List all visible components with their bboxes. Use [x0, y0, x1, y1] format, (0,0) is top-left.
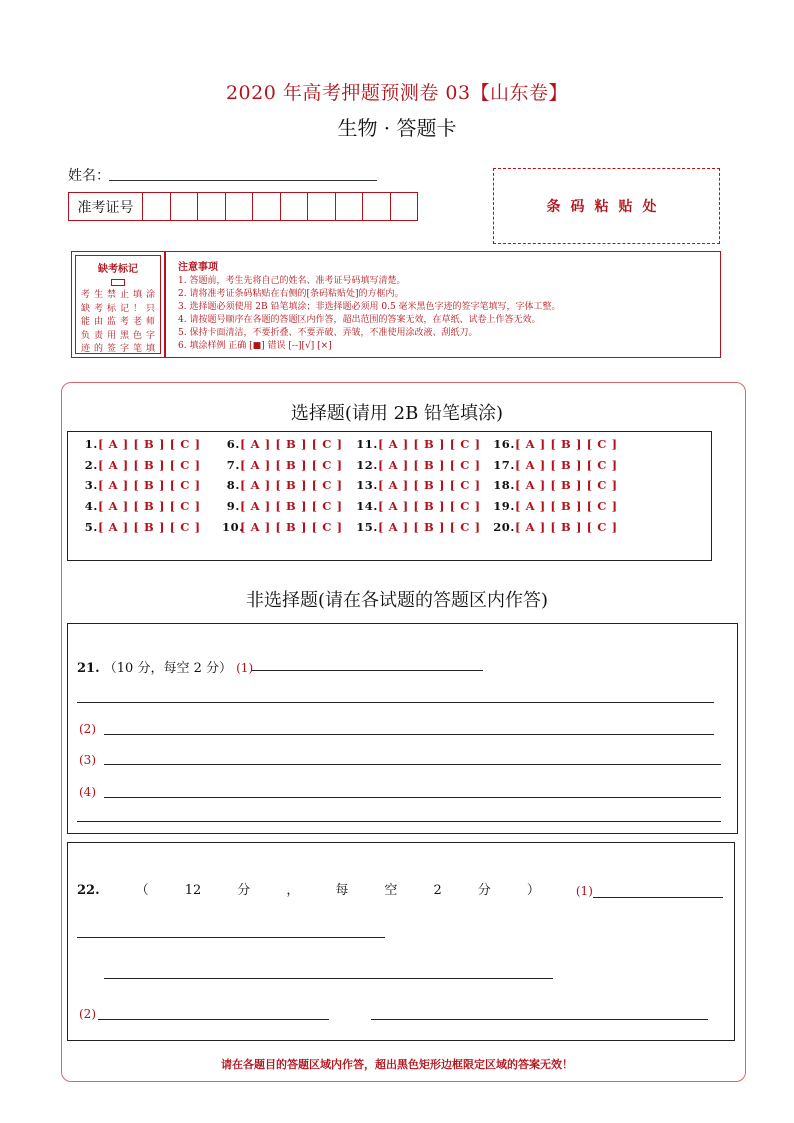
answer-line[interactable] [77, 937, 385, 938]
q22-number: 22. [77, 883, 100, 898]
q21-answer-box [67, 623, 738, 834]
q21-blank-4-line[interactable] [104, 797, 721, 798]
q22-info-token: 空 [384, 883, 398, 898]
page-title: 2020 年高考押题预测卷 03【山东卷】 [225, 82, 569, 104]
q21-blank-1-line[interactable] [252, 670, 483, 671]
mc-item[interactable]: 19.[ A ] [ B ] [ C ] [493, 499, 618, 514]
mc-item[interactable]: 9.[ A ] [ B ] [ C ] [226, 499, 343, 514]
exam-id-cell[interactable] [226, 193, 254, 220]
mc-column [493, 437, 618, 540]
notes-title: 注意事项 [178, 262, 218, 273]
notes-item: 4. 请按题号顺序在各题的答题区内作答，超出范围的答案无效，在草纸、试卷上作答无效。 [178, 315, 541, 325]
name-label: 姓名： [68, 168, 110, 184]
q22-blank-label: (1) [575, 884, 593, 898]
q22-blank-2-line[interactable] [98, 1019, 329, 1020]
exam-id-cell[interactable] [308, 193, 336, 220]
q22-info-token: 12 [184, 883, 202, 898]
q22-info-token: （ [135, 883, 149, 898]
q21-blank-label: (1) [236, 661, 254, 675]
mc-item[interactable]: 4.[ A ] [ B ] [ C ] [84, 499, 201, 514]
q22-blank-1 [576, 884, 723, 898]
mc-item[interactable]: 15.[ A ] [ B ] [ C ] [356, 519, 481, 534]
mc-item[interactable]: 12.[ A ] [ B ] [ C ] [356, 457, 481, 472]
mc-item[interactable]: 16.[ A ] [ B ] [ C ] [493, 437, 618, 451]
notes-item: 3. 选择题必须使用 2B 铅笔填涂；非选择题必须用 0.5 毫米黑色字迹的签字笔填写，字体工整。 [178, 302, 561, 312]
answer-line[interactable] [77, 702, 714, 703]
exam-id-cell[interactable] [363, 193, 391, 220]
exam-id-cell[interactable] [281, 193, 309, 220]
mc-item[interactable]: 10.[ A ] [ B ] [ C ] [222, 519, 343, 534]
answer-line[interactable] [371, 1019, 708, 1020]
mc-item[interactable]: 18.[ A ] [ B ] [ C ] [493, 478, 618, 493]
q22-header [77, 879, 723, 898]
exam-id-grid [68, 192, 418, 221]
absence-mark-panel [71, 251, 165, 358]
q21-blank-3-line[interactable] [104, 764, 721, 765]
mc-section-title: 选择题(请用 2B 铅笔填涂) [290, 403, 504, 424]
mc-column [356, 437, 481, 540]
mc-item[interactable]: 14.[ A ] [ B ] [ C ] [356, 499, 481, 514]
fr-section-title: 非选择题(请在各试题的答题区内作答) [245, 590, 549, 611]
q22-info-token: 分 [477, 883, 491, 898]
notes-item: 2. 请将准考证条码粘贴在右侧的[条码粘贴处]的方框内。 [178, 289, 404, 299]
exam-id-cell[interactable] [143, 193, 171, 220]
q22-info-token: ） [526, 883, 540, 898]
barcode-area: 条码粘贴处 [493, 168, 720, 244]
q21-blank-label: (4) [79, 785, 96, 799]
notes-item: 1. 答题前，考生先将自己的姓名、准考证号码填写清楚。 [178, 276, 406, 286]
mc-item[interactable]: 20.[ A ] [ B ] [ C ] [493, 519, 618, 534]
absence-mark-text: 迹的签字笔填 [81, 344, 155, 354]
absence-mark-text: 考生禁止填涂 [81, 290, 155, 300]
q22-blank-1-line[interactable] [593, 885, 723, 898]
notes-item: 5. 保持卡面清洁，不要折叠、不要弄破、弄皱，不准使用涂改液、刮纸刀。 [178, 328, 478, 338]
mc-item[interactable]: 6.[ A ] [ B ] [ C ] [226, 437, 343, 451]
q22-answer-box [67, 842, 735, 1041]
absence-mark-box[interactable] [111, 279, 125, 286]
name-field[interactable] [109, 180, 377, 181]
q22-info-token: ， [286, 883, 300, 898]
absence-mark-text: 缺考标记！只 [81, 303, 155, 314]
q21-blank-label: (2) [79, 722, 96, 736]
exam-id-label: 准考证号 [69, 193, 143, 220]
q22-info-token: 分 [237, 883, 251, 898]
mc-column [222, 437, 343, 540]
answer-line[interactable] [104, 978, 553, 979]
mc-item[interactable]: 2.[ A ] [ B ] [ C ] [84, 457, 201, 472]
exam-id-cell[interactable] [336, 193, 364, 220]
page-subtitle: 生物 · 答题卡 [337, 116, 457, 140]
q21-info: （10 分，每空 2 分） [103, 661, 232, 676]
absence-mark-text: 能由监考老师 [81, 317, 155, 327]
q21-number: 21. [77, 661, 100, 676]
absence-mark-title: 缺考标记 [98, 264, 138, 275]
mc-item[interactable]: 17.[ A ] [ B ] [ C ] [493, 457, 618, 472]
mc-item[interactable]: 7.[ A ] [ B ] [ C ] [226, 457, 343, 472]
exam-id-cell[interactable] [171, 193, 199, 220]
answer-line[interactable] [77, 821, 721, 822]
mc-item[interactable]: 5.[ A ] [ B ] [ C ] [84, 519, 201, 534]
mc-item[interactable]: 11.[ A ] [ B ] [ C ] [356, 437, 481, 451]
q22-info-token: 每 [335, 883, 349, 898]
q21-blank-label: (3) [79, 753, 96, 767]
exam-id-cell[interactable] [253, 193, 281, 220]
mc-item[interactable]: 8.[ A ] [ B ] [ C ] [226, 478, 343, 493]
q21-header [77, 657, 253, 676]
notes-item: 6. 填涂样例 正确 [■] 错误 [--][√] [×] [178, 341, 332, 351]
q21-blank-2-line[interactable] [104, 734, 714, 735]
q22-info-token: 2 [433, 883, 442, 898]
mc-item[interactable]: 3.[ A ] [ B ] [ C ] [84, 478, 201, 493]
absence-mark-text: 负责用黑色字 [81, 330, 155, 341]
notes-panel [165, 251, 721, 358]
exam-id-cell[interactable] [391, 193, 418, 220]
footer-warning: 请在各题目的答题区域内作答，超出黑色矩形边框限定区域的答案无效！ [221, 1058, 573, 1071]
mc-item[interactable]: 13.[ A ] [ B ] [ C ] [356, 478, 481, 493]
exam-id-cell[interactable] [198, 193, 226, 220]
mc-column [80, 437, 201, 540]
mc-item[interactable]: 1.[ A ] [ B ] [ C ] [84, 437, 201, 451]
q22-blank-label: (2) [79, 1007, 96, 1021]
